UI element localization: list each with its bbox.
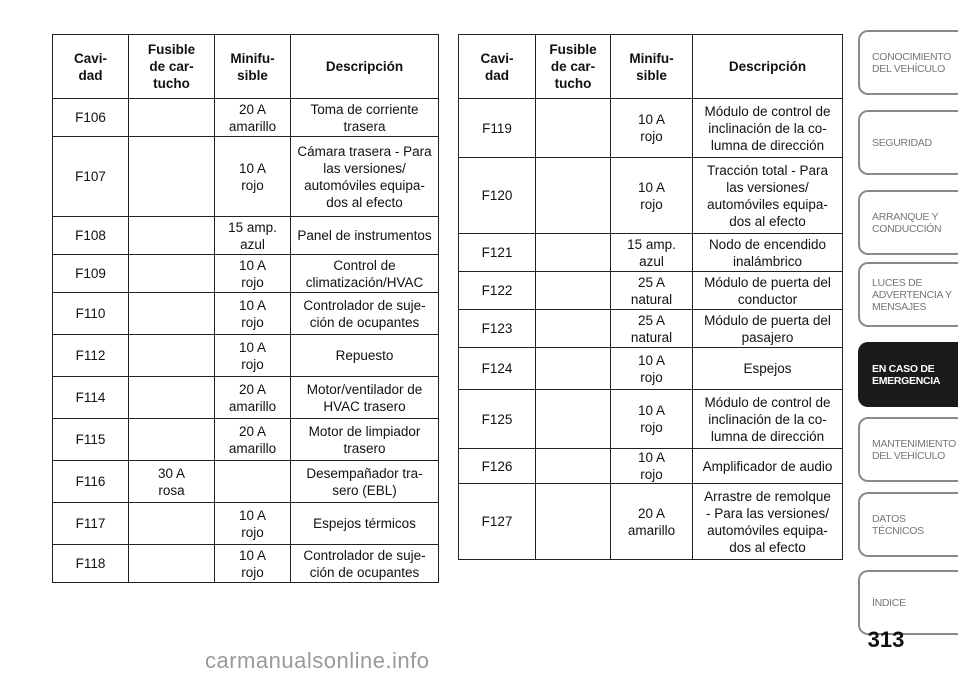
cartridge-fuse-cell bbox=[129, 293, 215, 335]
cavity-cell: F123 bbox=[459, 310, 536, 348]
minifuse-cell: 10 A rojo bbox=[215, 137, 291, 217]
header-descripcion: Descripción bbox=[291, 35, 439, 99]
description-cell: Desempañador tra- sero (EBL) bbox=[291, 461, 439, 503]
minifuse-cell: 10 A rojo bbox=[215, 335, 291, 377]
header-fusible: Fusible de car- tucho bbox=[129, 35, 215, 99]
table-row bbox=[459, 310, 843, 348]
minifuse-cell: 10 A rojo bbox=[611, 390, 693, 449]
cavity-cell: F119 bbox=[459, 99, 536, 158]
cavity-cell: F114 bbox=[53, 377, 129, 419]
table-row bbox=[459, 234, 843, 272]
description-cell: Espejos bbox=[693, 348, 843, 390]
minifuse-cell: 20 A amarillo bbox=[611, 484, 693, 560]
cavity-cell: F107 bbox=[53, 137, 129, 217]
cartridge-fuse-cell bbox=[129, 137, 215, 217]
page-number: 313 bbox=[867, 627, 905, 652]
table-row bbox=[53, 137, 439, 217]
table-row bbox=[53, 545, 439, 583]
description-cell: Repuesto bbox=[291, 335, 439, 377]
description-cell: Espejos térmicos bbox=[291, 503, 439, 545]
description-cell: Control de climatización/HVAC bbox=[291, 255, 439, 293]
cavity-cell: F120 bbox=[459, 158, 536, 234]
chapter-tab-7[interactable] bbox=[858, 570, 958, 635]
chapter-tab-label: EN CASO DE EMERGENCIA bbox=[872, 362, 941, 387]
minifuse-cell: 20 A amarillo bbox=[215, 419, 291, 461]
minifuse-cell: 10 A rojo bbox=[215, 255, 291, 293]
chapter-tab-6[interactable] bbox=[858, 492, 958, 557]
description-cell: Módulo de control de inclinación de la co- lumna de dirección bbox=[693, 390, 843, 449]
cavity-cell: F118 bbox=[53, 545, 129, 583]
header-fusible: Fusible de car- tucho bbox=[536, 35, 611, 99]
header-descripcion: Descripción bbox=[693, 35, 843, 99]
cartridge-fuse-cell bbox=[129, 217, 215, 255]
cartridge-fuse-cell bbox=[129, 419, 215, 461]
header-cavidad: Cavi- dad bbox=[459, 35, 536, 99]
header-cavidad: Cavi- dad bbox=[53, 35, 129, 99]
minifuse-cell bbox=[215, 461, 291, 503]
description-cell: Controlador de suje- ción de ocupantes bbox=[291, 545, 439, 583]
minifuse-cell: 10 A rojo bbox=[611, 449, 693, 484]
minifuse-cell: 25 A natural bbox=[611, 310, 693, 348]
cartridge-fuse-cell bbox=[129, 99, 215, 137]
header-minifusible: Minifu- sible bbox=[215, 35, 291, 99]
cavity-cell: F106 bbox=[53, 99, 129, 137]
table-row bbox=[53, 503, 439, 545]
cavity-cell: F115 bbox=[53, 419, 129, 461]
table-row bbox=[459, 99, 843, 158]
fuse-table-left bbox=[52, 34, 439, 583]
chapter-tab-label: ÍNDICE bbox=[872, 596, 906, 609]
cartridge-fuse-cell bbox=[536, 158, 611, 234]
chapter-tab-label: SEGURIDAD bbox=[872, 136, 932, 149]
chapter-tab-3[interactable] bbox=[858, 262, 958, 327]
table-row bbox=[53, 377, 439, 419]
cavity-cell: F121 bbox=[459, 234, 536, 272]
watermark: carmanualsonline.info bbox=[205, 648, 430, 673]
description-cell: Panel de instrumentos bbox=[291, 217, 439, 255]
minifuse-cell: 20 A amarillo bbox=[215, 99, 291, 137]
description-cell: Controlador de suje- ción de ocupantes bbox=[291, 293, 439, 335]
table-header-row bbox=[459, 35, 843, 99]
minifuse-cell: 10 A rojo bbox=[215, 545, 291, 583]
table-row bbox=[53, 99, 439, 137]
table-row bbox=[53, 217, 439, 255]
table-row bbox=[53, 461, 439, 503]
chapter-tab-1[interactable] bbox=[858, 110, 958, 175]
description-cell: Arrastre de remolque - Para las versiones/ automóviles equipa- dos al efecto bbox=[693, 484, 843, 560]
minifuse-cell: 10 A rojo bbox=[611, 158, 693, 234]
cavity-cell: F122 bbox=[459, 272, 536, 310]
description-cell: Amplificador de audio bbox=[693, 449, 843, 484]
description-cell: Módulo de puerta del conductor bbox=[693, 272, 843, 310]
cartridge-fuse-cell bbox=[536, 99, 611, 158]
description-cell: Motor de limpiador trasero bbox=[291, 419, 439, 461]
fuse-table-right bbox=[458, 34, 843, 560]
chapter-tab-4[interactable] bbox=[858, 342, 958, 407]
chapter-tab-label: ARRANQUE Y CONDUCCIÓN bbox=[872, 210, 942, 235]
cavity-cell: F127 bbox=[459, 484, 536, 560]
cartridge-fuse-cell bbox=[536, 484, 611, 560]
description-cell: Nodo de encendido inalámbrico bbox=[693, 234, 843, 272]
cavity-cell: F109 bbox=[53, 255, 129, 293]
cartridge-fuse-cell bbox=[129, 377, 215, 419]
minifuse-cell: 10 A rojo bbox=[611, 348, 693, 390]
chapter-tab-5[interactable] bbox=[858, 417, 958, 482]
table-row bbox=[459, 158, 843, 234]
cavity-cell: F125 bbox=[459, 390, 536, 449]
header-minifusible: Minifu- sible bbox=[611, 35, 693, 99]
table-row bbox=[459, 484, 843, 560]
cartridge-fuse-cell bbox=[129, 545, 215, 583]
description-cell: Tracción total - Para las versiones/ automóviles equipa- dos al efecto bbox=[693, 158, 843, 234]
minifuse-cell: 25 A natural bbox=[611, 272, 693, 310]
cartridge-fuse-cell bbox=[536, 348, 611, 390]
table-row bbox=[459, 272, 843, 310]
cartridge-fuse-cell bbox=[536, 234, 611, 272]
cavity-cell: F124 bbox=[459, 348, 536, 390]
cavity-cell: F112 bbox=[53, 335, 129, 377]
cartridge-fuse-cell: 30 A rosa bbox=[129, 461, 215, 503]
cartridge-fuse-cell bbox=[129, 255, 215, 293]
cartridge-fuse-cell bbox=[129, 503, 215, 545]
cavity-cell: F116 bbox=[53, 461, 129, 503]
description-cell: Motor/ventilador de HVAC trasero bbox=[291, 377, 439, 419]
minifuse-cell: 15 amp. azul bbox=[215, 217, 291, 255]
description-cell: Cámara trasera - Para las versiones/ automóviles equipa- dos al efecto bbox=[291, 137, 439, 217]
cavity-cell: F126 bbox=[459, 449, 536, 484]
cartridge-fuse-cell bbox=[129, 335, 215, 377]
cartridge-fuse-cell bbox=[536, 449, 611, 484]
chapter-tab-label: DATOS TÉCNICOS bbox=[872, 512, 924, 537]
cavity-cell: F110 bbox=[53, 293, 129, 335]
table-row bbox=[459, 390, 843, 449]
description-cell: Módulo de puerta del pasajero bbox=[693, 310, 843, 348]
table-row bbox=[53, 255, 439, 293]
minifuse-cell: 10 A rojo bbox=[215, 293, 291, 335]
chapter-tab-label: CONOCIMIENTO DEL VEHÍCULO bbox=[872, 50, 952, 75]
minifuse-cell: 10 A rojo bbox=[215, 503, 291, 545]
minifuse-cell: 15 amp. azul bbox=[611, 234, 693, 272]
cartridge-fuse-cell bbox=[536, 272, 611, 310]
table-row bbox=[53, 335, 439, 377]
table-header-row bbox=[53, 35, 439, 99]
table-row bbox=[53, 293, 439, 335]
chapter-tab-2[interactable] bbox=[858, 190, 958, 255]
cartridge-fuse-cell bbox=[536, 390, 611, 449]
minifuse-cell: 10 A rojo bbox=[611, 99, 693, 158]
cartridge-fuse-cell bbox=[536, 310, 611, 348]
chapter-tab-label: MANTENIMIENTO DEL VEHÍCULO bbox=[872, 437, 956, 462]
table-row bbox=[459, 449, 843, 484]
cavity-cell: F117 bbox=[53, 503, 129, 545]
minifuse-cell: 20 A amarillo bbox=[215, 377, 291, 419]
table-row bbox=[53, 419, 439, 461]
description-cell: Módulo de control de inclinación de la co- lumna de dirección bbox=[693, 99, 843, 158]
chapter-tab-0[interactable] bbox=[858, 30, 958, 95]
cavity-cell: F108 bbox=[53, 217, 129, 255]
description-cell: Toma de corriente trasera bbox=[291, 99, 439, 137]
table-row bbox=[459, 348, 843, 390]
chapter-tab-label: LUCES DE ADVERTENCIA Y MENSAJES bbox=[872, 276, 952, 313]
